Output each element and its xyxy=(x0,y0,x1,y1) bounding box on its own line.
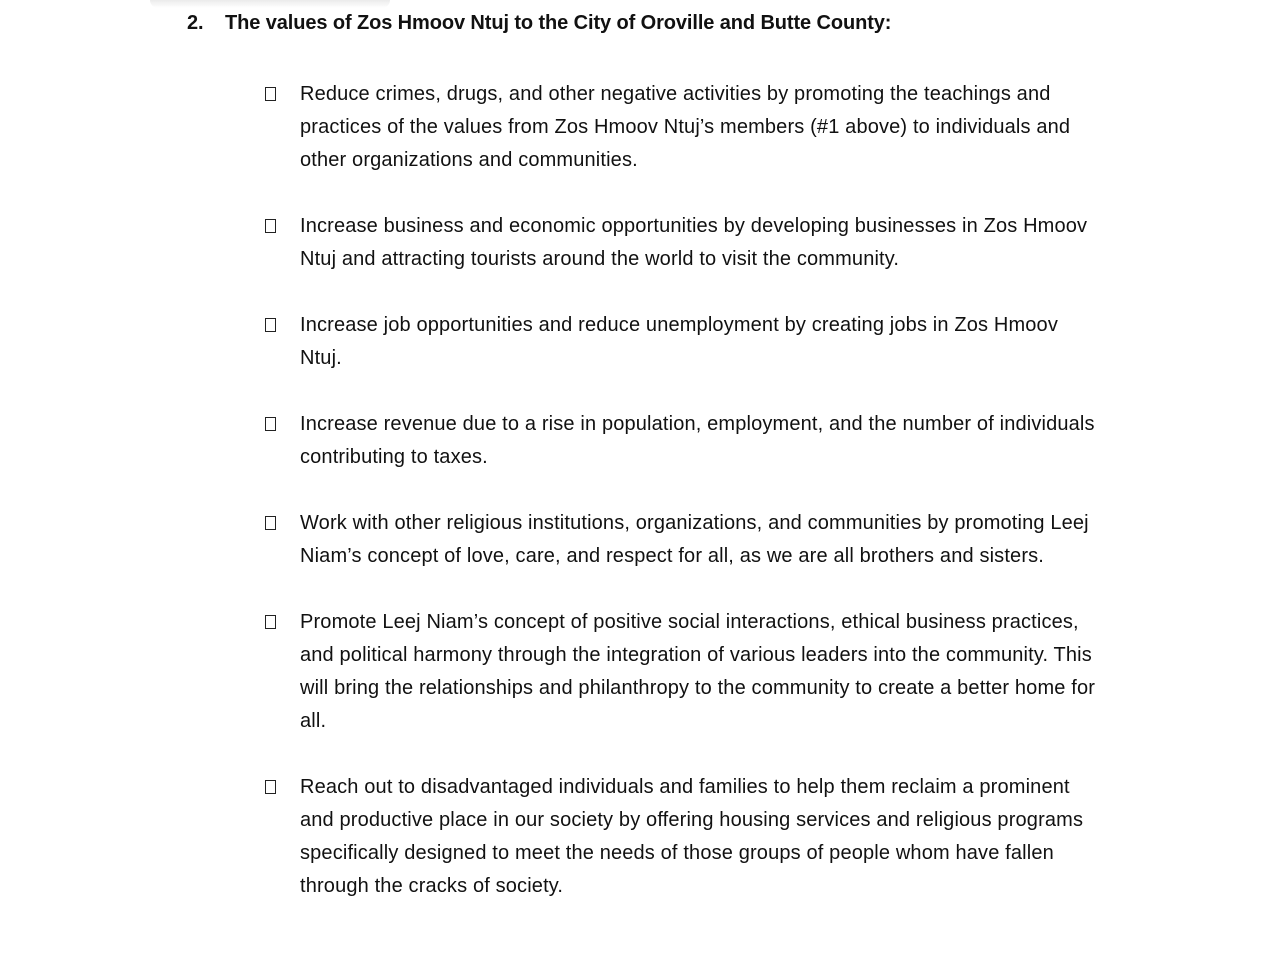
list-item xyxy=(264,78,1104,177)
section-heading xyxy=(187,12,891,35)
list-item xyxy=(264,507,1104,573)
list-item-text: Increase revenue due to a rise in population, employment, and the number of individuals contributing to taxes. xyxy=(300,413,1095,468)
empty-square-bullet-icon xyxy=(265,87,276,101)
list-item-text: Reach out to disadvantaged individuals and families to help them reclaim a prominent and productive place in our society by offering housing services and religious programs specifically designed to meet the needs of those groups of people whom have fallen through the cracks of society. xyxy=(300,776,1084,897)
list-item-text: Increase job opportunities and reduce unemployment by creating jobs in Zos Hmoov Ntuj. xyxy=(300,314,1058,369)
list-item xyxy=(264,408,1104,474)
list-item-text: Work with other religious institutions, organizations, and communities by promoting Leej Niam’s concept of love, care, and respect for all, as we are all brothers and sisters. xyxy=(300,512,1089,567)
list-item-text: Promote Leej Niam’s concept of positive social interactions, ethical business practices, and political harmony through the integration of various leaders into the community. This will bring the relationships and philanthropy to the community to create a better home for all. xyxy=(300,611,1096,732)
list-item-text: Reduce crimes, drugs, and other negative activities by promoting the teachings and practices of the values from Zos Hmoov Ntuj’s members (#1 above) to individuals and other organizations and communities. xyxy=(300,83,1071,171)
list-item xyxy=(264,606,1104,738)
empty-square-bullet-icon xyxy=(265,318,276,332)
list-item-text: Increase business and economic opportunities by developing businesses in Zos Hmoov Ntuj and attracting tourists around the world to visit the community. xyxy=(300,215,1088,270)
empty-square-bullet-icon xyxy=(265,780,276,794)
empty-square-bullet-icon xyxy=(265,615,276,629)
empty-square-bullet-icon xyxy=(265,516,276,530)
empty-square-bullet-icon xyxy=(265,417,276,431)
list-item xyxy=(264,210,1104,276)
empty-square-bullet-icon xyxy=(265,219,276,233)
page-edge-shadow xyxy=(150,0,390,8)
section-number: 2. xyxy=(187,12,204,34)
list-item xyxy=(264,771,1104,903)
section-title: The values of Zos Hmoov Ntuj to the City of Oroville and Butte County: xyxy=(225,12,892,34)
list-item xyxy=(264,309,1104,375)
values-list xyxy=(264,78,1104,936)
